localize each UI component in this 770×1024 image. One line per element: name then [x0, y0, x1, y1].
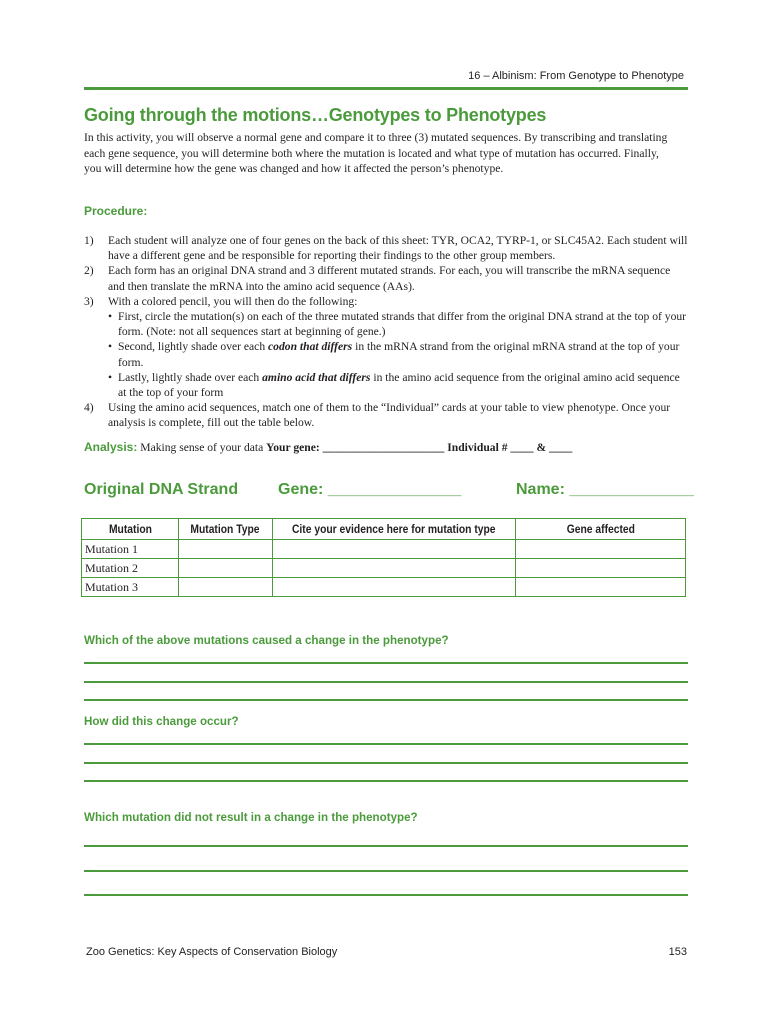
sub-bullet-text: in the amino acid sequence from the original amino acid sequence at the top of your form: [118, 370, 680, 400]
bullet-dot: •: [108, 370, 113, 384]
running-header: 16 – Albinism: From Genotype to Phenotype: [468, 70, 684, 82]
footer-book-title: Zoo Genetics: Key Aspects of Conservation Biology: [86, 946, 338, 958]
mutation-type-cell[interactable]: [178, 559, 272, 578]
mutation-table: [81, 518, 686, 597]
gene-individual-field[interactable]: Your gene: _____________________ Individual # ____ & ____: [266, 441, 573, 454]
procedure-heading: Procedure:: [84, 204, 148, 218]
step-number: 1): [84, 234, 94, 247]
intro-paragraph: In this activity, you will observe a normal gene and compare it to three (3) mutated sequences. By transcribing and translating each gene sequence, you will determine both where the mutation is located and what type of mutation has occurred. Finally, you will determine how the gene was changed and how it affected the person’s phenotype.: [84, 131, 668, 175]
column-header-mutation-type: Mutation Type: [185, 519, 266, 540]
sub-bullet-text: in the mRNA strand from the original mRNA strand at the top of your form.: [118, 340, 680, 369]
sub-bullet-circle: [108, 309, 688, 339]
answer-line[interactable]: [84, 762, 688, 764]
column-header-evidence: Cite your evidence here for mutation type: [289, 519, 498, 540]
procedure-step-1: [84, 233, 688, 263]
page-title: Going through the motions…Genotypes to Phenotypes: [84, 105, 547, 125]
step-text: Each form has an original DNA strand and 3 different mutated strands. For each, you will transcribe the mRNA sequence and then translate the mRNA into the amino acid sequence (AAs).: [108, 264, 671, 293]
row-label: Mutation 3: [82, 578, 179, 597]
mutation-type-cell[interactable]: [178, 540, 272, 559]
answer-line[interactable]: [84, 662, 688, 664]
answer-line[interactable]: [84, 870, 688, 872]
answer-line[interactable]: [84, 845, 688, 847]
table-row: [82, 578, 686, 597]
row-label: Mutation 2: [82, 559, 179, 578]
strand-title: Original DNA Strand: [84, 481, 239, 498]
answer-line[interactable]: [84, 780, 688, 782]
gene-field[interactable]: Gene: _______________: [278, 481, 462, 498]
answer-line[interactable]: [84, 894, 688, 896]
procedure-step-2: [84, 263, 688, 293]
table-row: [82, 540, 686, 559]
column-header-mutation: Mutation: [88, 519, 171, 540]
analysis-line: [84, 440, 572, 454]
step-text: With a colored pencil, you will then do the following:: [108, 294, 358, 308]
sub-bullet-text: First, circle the mutation(s) on each of the three mutated strands that differ from the original DNA strand at the top of your form. (Note: not all sequences start at beginning of gene.): [118, 310, 687, 339]
answer-line[interactable]: [84, 699, 688, 701]
answer-line[interactable]: [84, 681, 688, 683]
step-number: 2): [84, 264, 94, 278]
table-row: [82, 559, 686, 578]
gene-affected-cell[interactable]: [516, 540, 686, 559]
step-number: 3): [84, 294, 94, 308]
procedure-step-4: [84, 400, 688, 430]
name-field[interactable]: Name: ______________: [516, 481, 694, 498]
answer-line[interactable]: [84, 743, 688, 745]
procedure-step-3: [84, 294, 688, 400]
step-text: Each student will analyze one of four genes on the back of this sheet: TYR, OCA2, TYRP-1, or SLC45A2. Each student will have a different gene and be responsible for reporting their findings to the other group members.: [108, 234, 688, 263]
question-3: Which mutation did not result in a change in the phenotype?: [84, 811, 418, 824]
emphasis-text: codon that differs: [268, 340, 353, 354]
column-header-gene-affected: Gene affected: [528, 519, 674, 540]
evidence-cell[interactable]: [272, 559, 516, 578]
bullet-dot: •: [108, 310, 113, 324]
page-number: 153: [668, 946, 687, 958]
gene-affected-cell[interactable]: [516, 578, 686, 597]
analysis-text: Making sense of your data: [137, 441, 267, 454]
step-text: Using the amino acid sequences, match one of them to the “Individual” cards at your table to view phenotype. Once your analysis is complete, fill out the table below.: [108, 401, 671, 430]
emphasis-text: amino acid that differs: [262, 370, 371, 384]
sub-bullet-text: Second, lightly shade over each: [118, 340, 269, 354]
sub-bullet-text: Lastly, lightly shade over each: [118, 370, 263, 384]
row-label: Mutation 1: [82, 540, 179, 559]
mutation-type-cell[interactable]: [178, 578, 272, 597]
question-2: How did this change occur?: [84, 715, 239, 728]
procedure-list: [84, 233, 688, 431]
sub-bullet-amino-acid: [108, 370, 688, 400]
evidence-cell[interactable]: [272, 578, 516, 597]
evidence-cell[interactable]: [272, 540, 516, 559]
question-1: Which of the above mutations caused a change in the phenotype?: [84, 634, 449, 647]
analysis-label: Analysis:: [84, 440, 138, 454]
bullet-dot: •: [108, 340, 113, 354]
table-header-row: [82, 519, 686, 540]
sub-bullet-codon: [108, 339, 688, 369]
gene-affected-cell[interactable]: [516, 559, 686, 578]
header-rule: [84, 87, 688, 90]
step-number: 4): [84, 401, 94, 415]
